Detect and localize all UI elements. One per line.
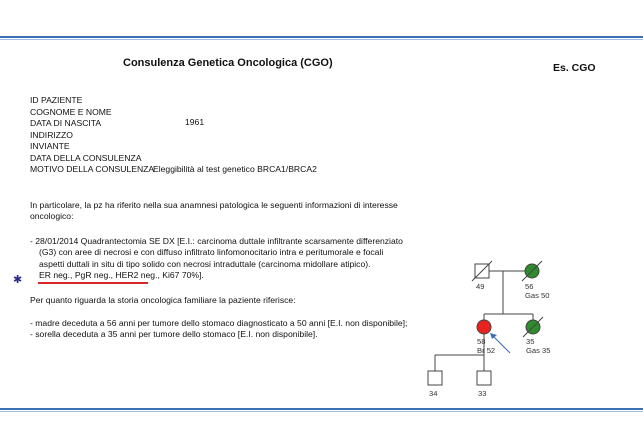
son2-age: 33 — [478, 389, 487, 398]
document-code: Es. CGO — [553, 62, 596, 74]
proband-circle-icon — [477, 320, 491, 334]
ki67-value: , Ki67 70%]. — [157, 269, 204, 280]
family-item-mother: - madre deceduta a 56 anni per tumore dello stomaco diagnosticato a 50 anni [E.I. non disponibile]; — [30, 318, 408, 328]
motive-value: Eleggibilità al test genetico BRCA1/BRCA2 — [153, 164, 317, 174]
proband-arrowhead-icon — [490, 333, 497, 339]
mother-note: Gas 50 — [525, 291, 550, 300]
field-inviante: INVIANTE — [30, 141, 70, 151]
sister-note: Gas 35 — [526, 346, 551, 355]
mother-age: 56 — [525, 282, 534, 291]
proband-note: Br 52 — [477, 346, 496, 355]
proband-age: 58 — [477, 337, 486, 346]
son1-age: 34 — [429, 389, 438, 398]
bottom-rule — [0, 408, 643, 410]
intro-paragraph: In particolare, la pz ha riferito nella sua anamnesi patologica le seguenti informazioni di interesse oncologico: — [30, 200, 398, 222]
history-line-1: - 28/01/2014 Quadrantectomia SE DX [E.I.: carcinoma duttale infiltrante scarsamente differenziato — [30, 236, 403, 246]
family-intro: Per quanto riguarda la storia oncologica familiare la paziente riferisce: — [30, 295, 296, 305]
son1-square-icon — [428, 371, 442, 385]
birth-year-value: 1961 — [185, 117, 205, 127]
father-age: 49 — [476, 282, 485, 291]
field-indirizzo: INDIRIZZO — [30, 129, 73, 140]
son2-square-icon — [477, 371, 491, 385]
family-item-sister: - sorella deceduta a 35 anni per tumore dello stomaco [E.I. non disponibile]. — [30, 329, 318, 340]
field-cognome-nome: COGNOME E NOME — [30, 106, 112, 117]
field-motivo-consulenza: MOTIVO DELLA CONSULENZA — [30, 164, 155, 174]
sister-age: 35 — [526, 337, 535, 346]
field-id-paziente: ID PAZIENTE — [30, 95, 83, 105]
history-line-2: (G3) con aree di necrosi e con diffuso infiltrato linfomonocitario intra e peritumorale e focali — [39, 247, 384, 258]
field-data-consulenza: DATA DELLA CONSULENZA — [30, 152, 142, 163]
document-title: Consulenza Genetica Oncologica (CGO) — [123, 57, 333, 69]
history-line-3: aspetti duttali in situ di tipo solido con necrosi intraduttale (carcinoma midollare atipico). — [39, 258, 371, 269]
asterisk-marker-icon: ✱ — [13, 274, 23, 286]
receptor-status: ER neg., PgR neg., HER2 neg. — [39, 269, 158, 280]
field-data-nascita: DATA DI NASCITA — [30, 118, 102, 128]
bottom-rule-thin — [0, 411, 643, 412]
